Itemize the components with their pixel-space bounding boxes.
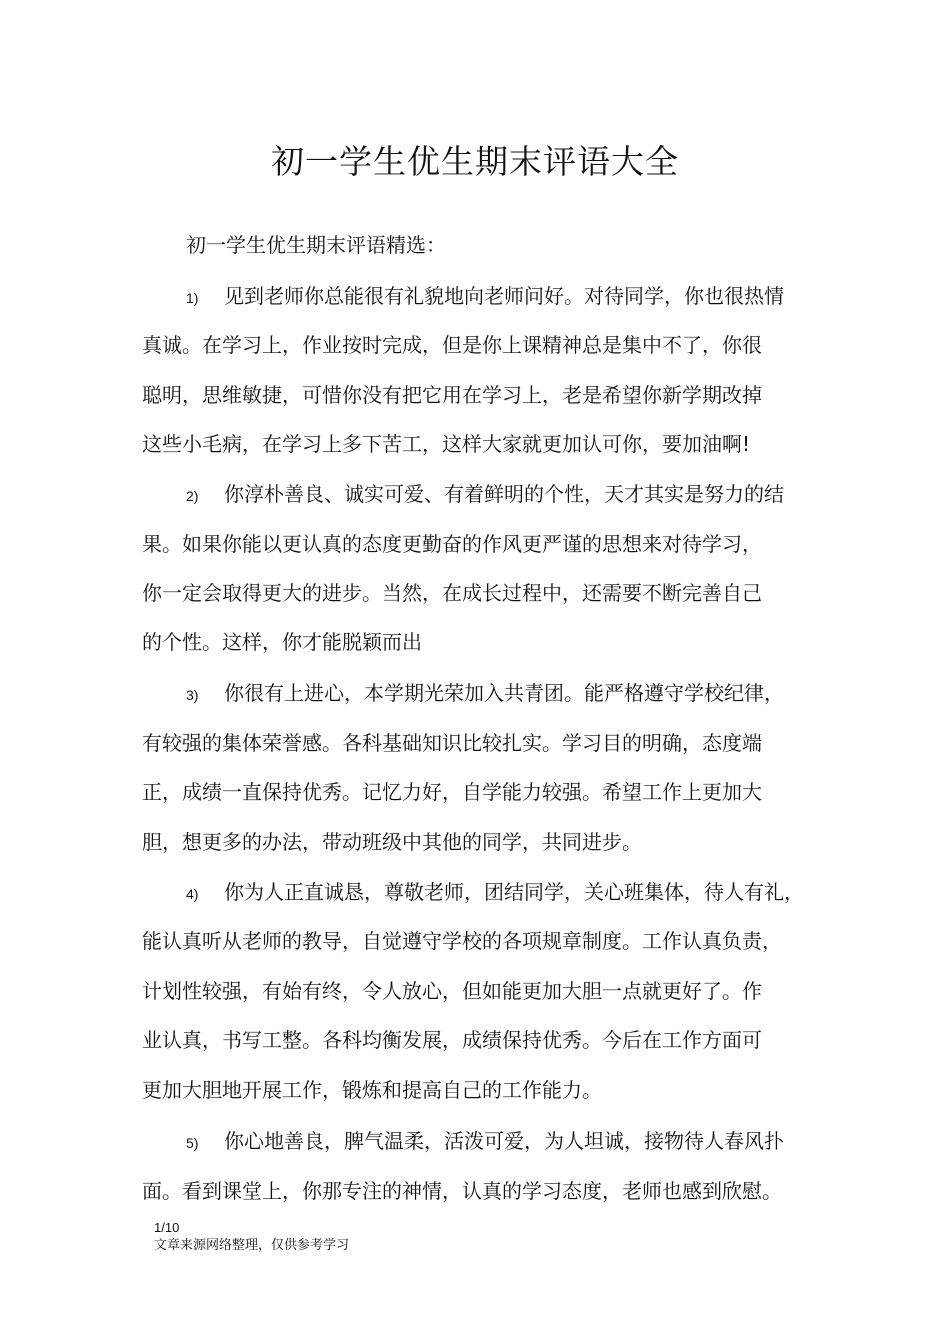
paragraph-text: 你为人正直诚恳，尊敬老师，团结同学，关心班集体，待人有礼，	[224, 880, 804, 904]
paragraph-text: 见到老师你总能很有礼貌地向老师问好。对待同学，你也很热情	[224, 284, 784, 308]
paragraph-3-line-3: 正，成绩一直保持优秀。记忆力好，自学能力较强。希望工作上更加大	[142, 780, 762, 804]
intro-text: 初一学生优生期末评语精选：	[186, 233, 446, 257]
paragraph-5-line-1	[186, 1126, 784, 1156]
paragraph-5-line-2: 面。看到课堂上，你那专注的神情，认真的学习态度，老师也感到欣慰。	[142, 1179, 782, 1203]
paragraph-4-line-1	[186, 877, 804, 907]
paragraph-3-line-4: 胆，想更多的办法，带动班级中其他的同学，共同进步。	[142, 830, 642, 854]
page-number: 1/10	[154, 1220, 180, 1235]
paragraph-3-line-2: 有较强的集体荣誉感。各科基础知识比较扎实。学习目的明确，态度端	[142, 731, 762, 755]
paragraph-2-line-4: 的个性。这样，你才能脱颖而出	[142, 630, 422, 654]
paragraph-4-line-3: 计划性较强，有始有终，令人放心，但如能更加大胆一点就更好了。作	[142, 979, 762, 1003]
paragraph-text: 你淳朴善良、诚实可爱、有着鲜明的个性，天才其实是努力的结	[224, 482, 784, 506]
paragraph-1-line-4: 这些小毛病，在学习上多下苦工，这样大家就更加认可你，要加油啊!	[142, 432, 751, 456]
paragraph-text: 你心地善良，脾气温柔，活泼可爱，为人坦诚，接物待人春风扑	[224, 1129, 784, 1153]
paragraph-3-line-1	[186, 678, 784, 708]
paragraph-1-line-1	[186, 281, 784, 311]
paragraph-4-line-4: 业认真，书写工整。各科均衡发展，成绩保持优秀。今后在工作方面可	[142, 1028, 762, 1052]
paragraph-2-line-3: 你一定会取得更大的进步。当然，在成长过程中，还需要不断完善自己	[142, 581, 762, 605]
source-note: 文章来源网络整理，仅供参考学习	[154, 1238, 350, 1253]
paragraph-2-line-1	[186, 479, 784, 509]
item-number: 3)	[186, 687, 199, 703]
paragraph-2-line-2: 果。如果你能以更认真的态度更勤奋的作风更严谨的思想来对待学习，	[142, 532, 762, 556]
item-number: 1)	[186, 290, 199, 306]
paragraph-text: 你很有上进心，本学期光荣加入共青团。能严格遵守学校纪律，	[224, 681, 784, 705]
paragraph-4-line-5: 更加大胆地开展工作，锻炼和提高自己的工作能力。	[142, 1078, 602, 1102]
document-title: 初一学生优生期末评语大全	[271, 142, 679, 181]
item-number: 2)	[186, 488, 199, 504]
item-number: 4)	[186, 886, 199, 902]
paragraph-1-line-3: 聪明，思维敏捷，可惜你没有把它用在学习上，老是希望你新学期改掉	[142, 383, 762, 407]
paragraph-4-line-2: 能认真听从老师的教导，自觉遵守学校的各项规章制度。工作认真负责，	[142, 929, 782, 953]
paragraph-1-line-2: 真诚。在学习上，作业按时完成，但是你上课精神总是集中不了，你很	[142, 333, 762, 357]
item-number: 5)	[186, 1135, 199, 1151]
